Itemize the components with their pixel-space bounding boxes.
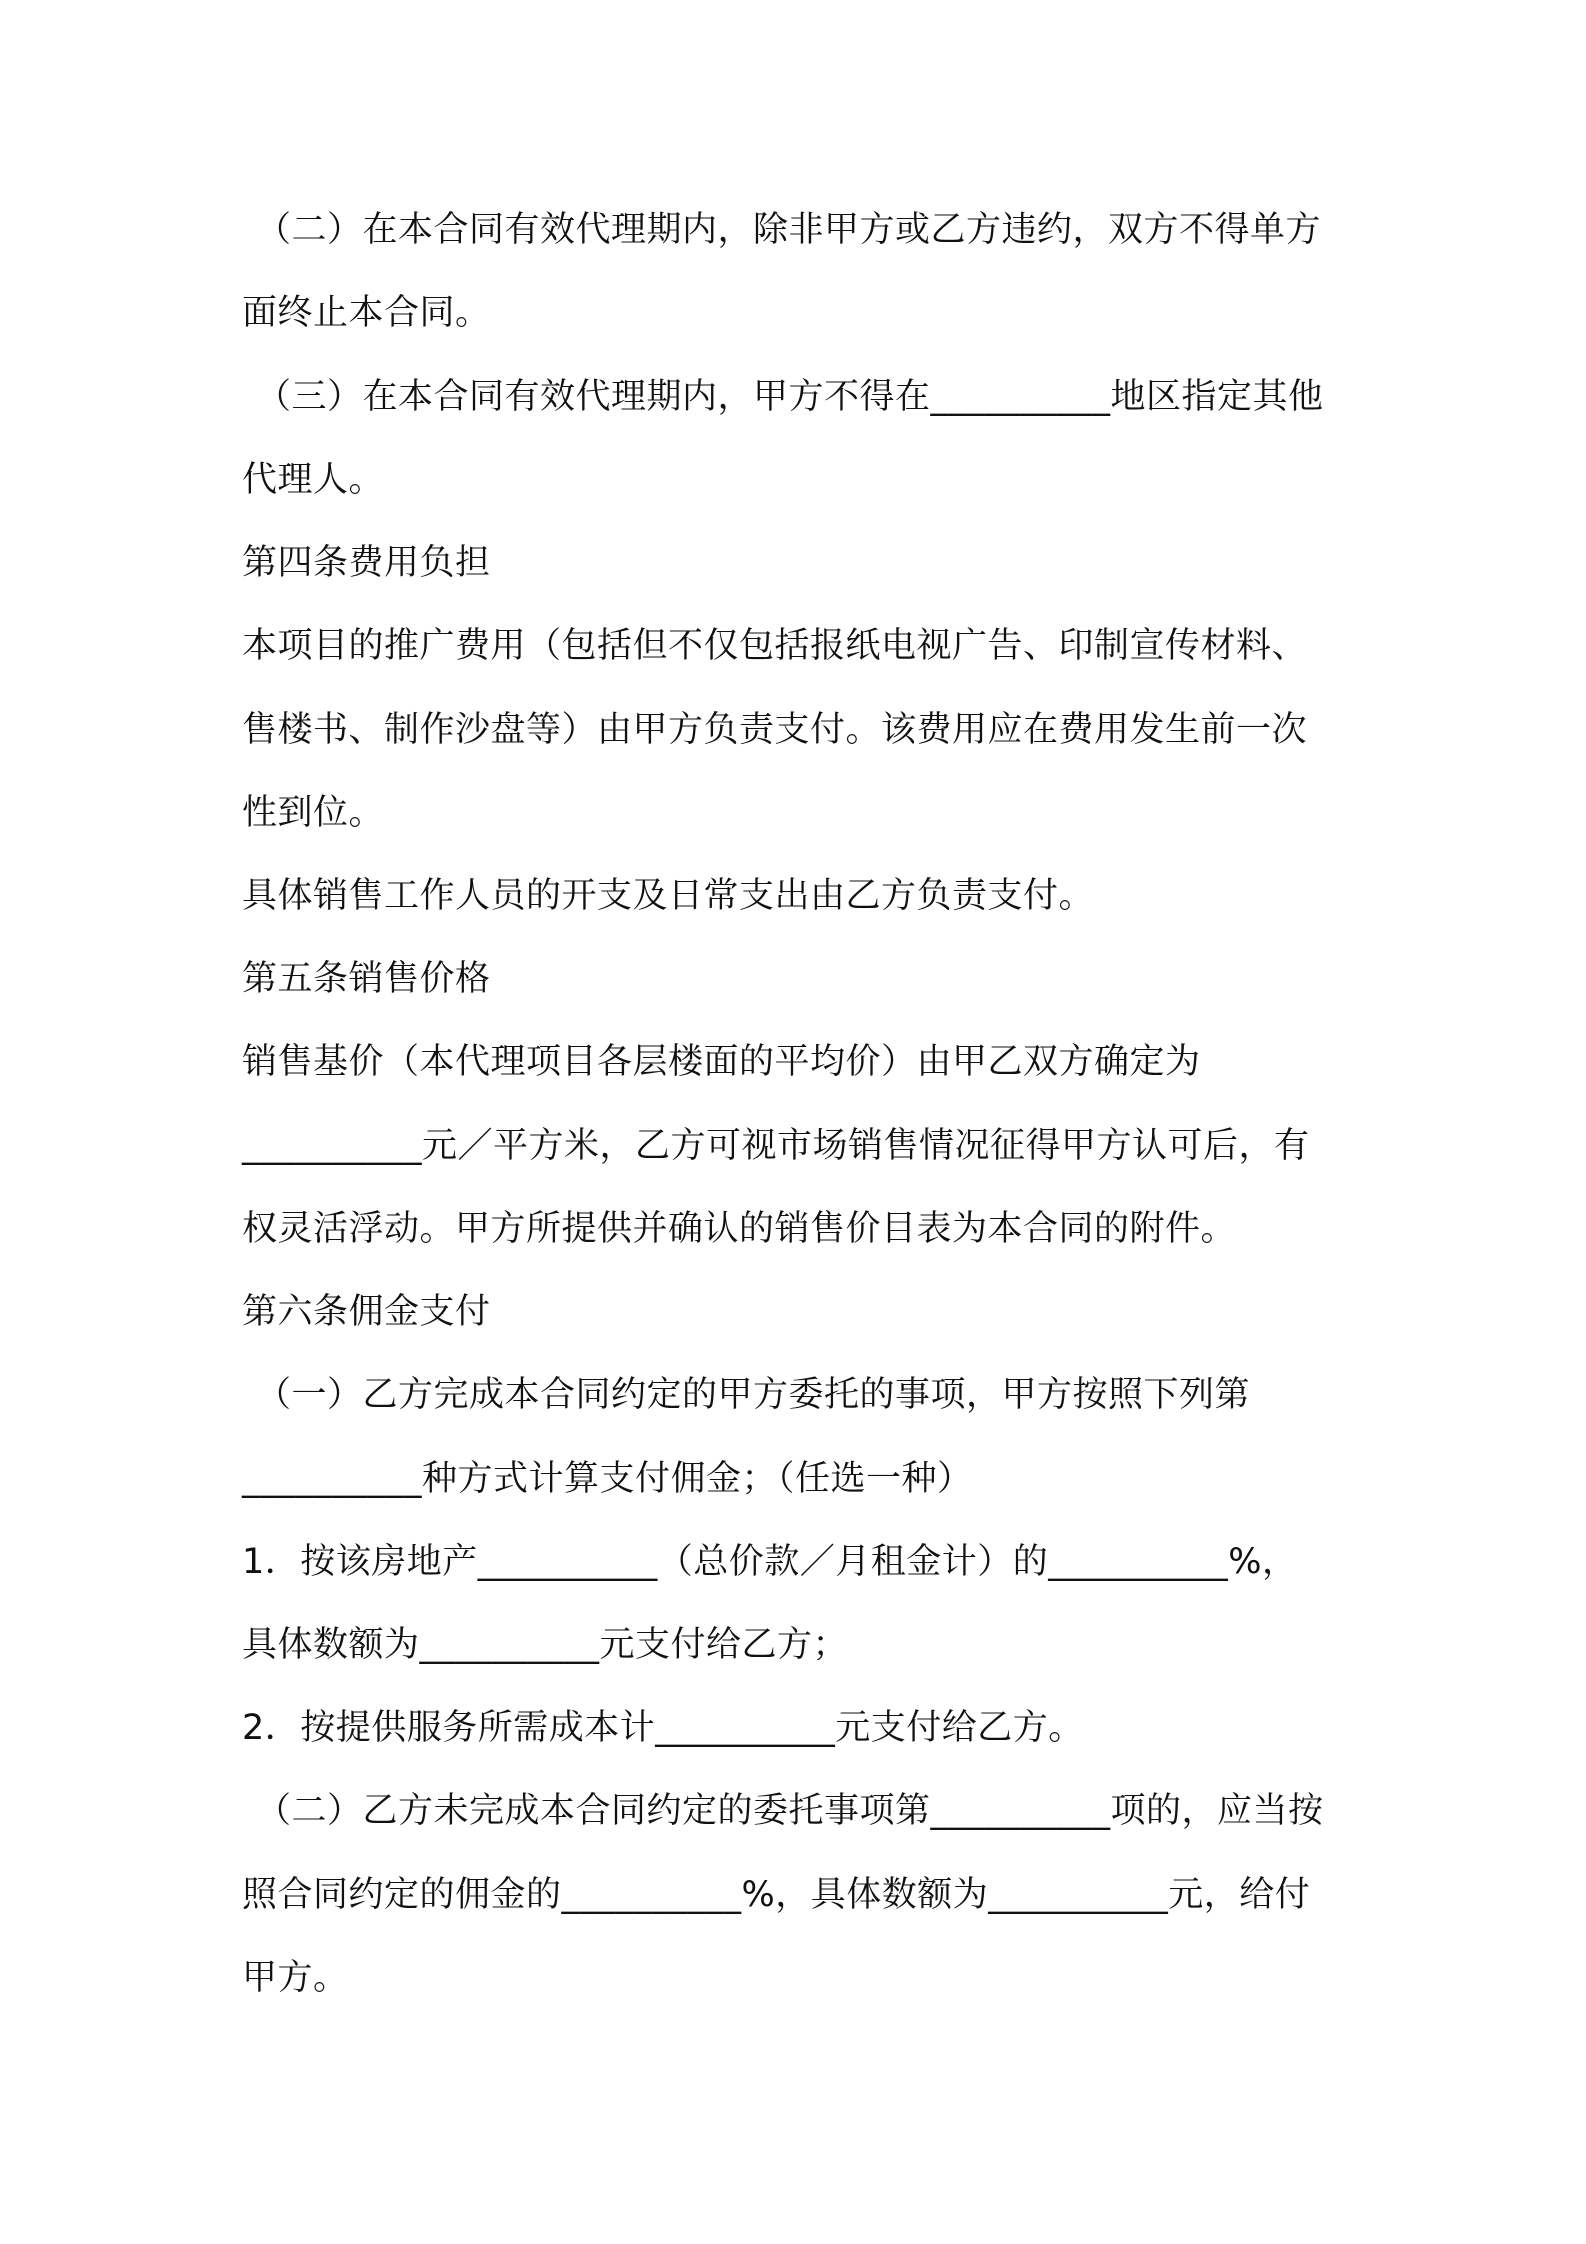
paragraph-line: （三）在本合同有效代理期内，甲方不得在__________地区指定其他 xyxy=(256,377,1324,417)
paragraph-line: 面终止本合同。 xyxy=(242,293,491,333)
paragraph-line: 销售基价（本代理项目各层楼面的平均价）由甲乙双方确定为 xyxy=(242,1042,1201,1082)
paragraph-line: 售楼书、制作沙盘等）由甲方负责支付。该费用应在费用发生前一次 xyxy=(242,710,1308,750)
paragraph-line: 照合同约定的佣金的__________%，具体数额为__________元，给付 xyxy=(242,1875,1311,1915)
paragraph-line: 甲方。 xyxy=(242,1958,349,1998)
paragraph-line: 性到位。 xyxy=(242,793,385,833)
paragraph-line: 具体数额为__________元支付给乙方； xyxy=(242,1625,849,1665)
section-heading: 第五条销售价格 xyxy=(242,959,491,999)
paragraph-line: __________种方式计算支付佣金；（任选一种） xyxy=(242,1459,973,1499)
paragraph-line: 本项目的推广费用（包括但不仅包括报纸电视广告、印制宣传材料、 xyxy=(242,626,1308,666)
section-heading: 第四条费用负担 xyxy=(242,543,491,583)
list-item: 2．按提供服务所需成本计__________元支付给乙方。 xyxy=(242,1708,1084,1748)
paragraph-line: 代理人。 xyxy=(242,460,385,500)
paragraph-line: （二）在本合同有效代理期内，除非甲方或乙方违约，双方不得单方 xyxy=(256,210,1322,250)
paragraph-line: （一）乙方完成本合同约定的甲方委托的事项，甲方按照下列第 xyxy=(256,1375,1251,1415)
paragraph-line: 具体销售工作人员的开支及日常支出由乙方负责支付。 xyxy=(242,876,1095,916)
paragraph-line: __________元／平方米，乙方可视市场销售情况征得甲方认可后，有 xyxy=(242,1126,1310,1166)
section-heading: 第六条佣金支付 xyxy=(242,1292,491,1332)
paragraph-line: 权灵活浮动。甲方所提供并确认的销售价目表为本合同的附件。 xyxy=(242,1209,1237,1249)
paragraph-line: （二）乙方未完成本合同约定的委托事项第__________项的，应当按 xyxy=(256,1791,1324,1831)
list-item: 1．按该房地产__________（总价款／月租金计）的__________%， xyxy=(242,1542,1298,1582)
